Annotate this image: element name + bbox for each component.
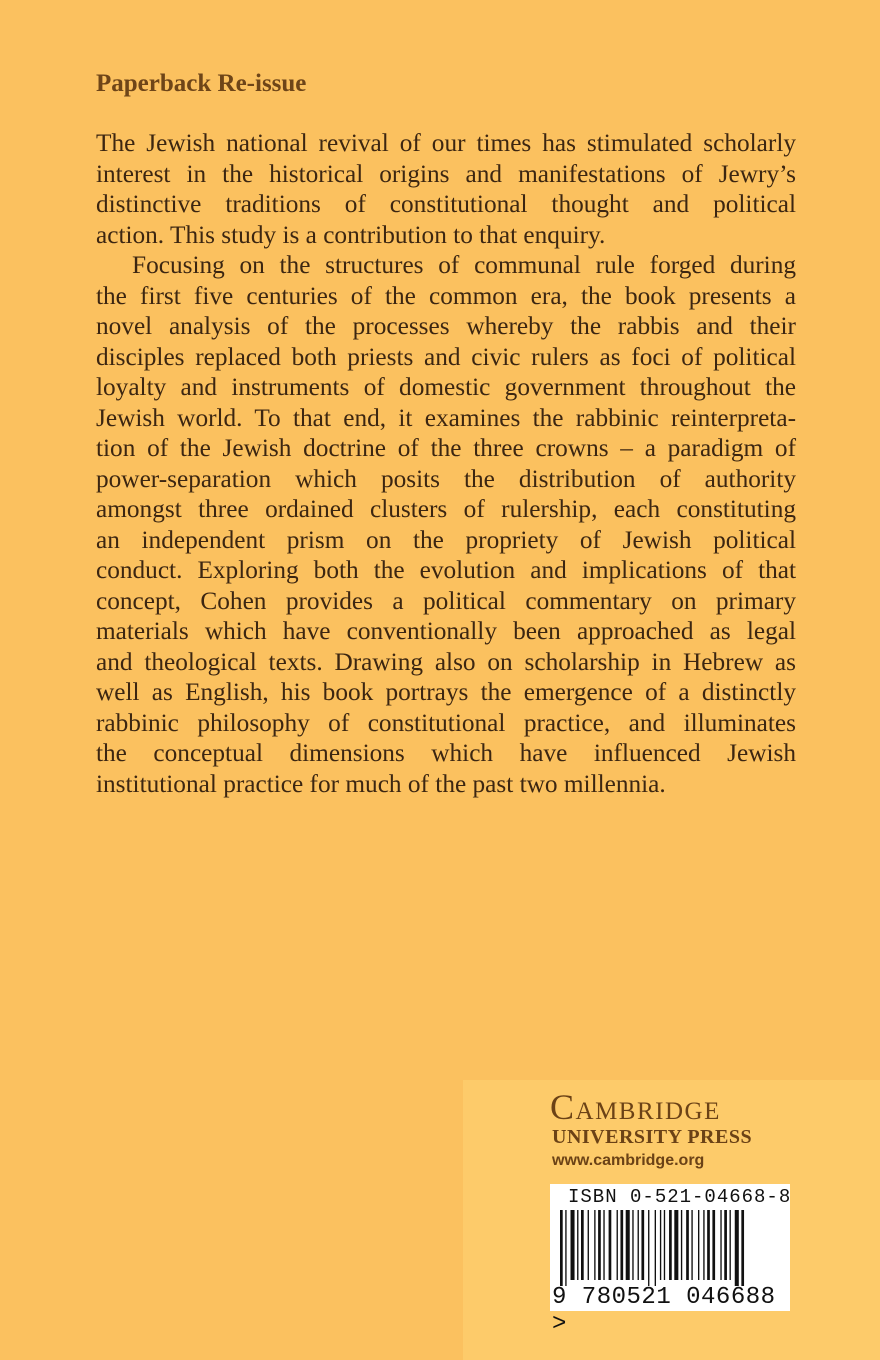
barcode-bar — [577, 1210, 578, 1280]
barcode-bar — [691, 1210, 692, 1280]
blurb-line: conduct. Exploring both the evolution and implications of that — [96, 556, 796, 584]
barcode-bar — [735, 1210, 739, 1286]
barcode-bar — [617, 1210, 618, 1280]
blurb-paragraph-1 — [96, 128, 796, 250]
blurb-line: materials which have conventionally been approached as legal — [96, 617, 796, 645]
ean-number: 9 780521 046688 > — [552, 1284, 776, 1338]
barcode-bar — [730, 1210, 731, 1280]
barcode-bar — [660, 1210, 661, 1280]
isbn-number: ISBN 0-521-04668-8 — [568, 1186, 792, 1208]
barcode-bar — [638, 1210, 639, 1280]
barcode-bar — [712, 1210, 715, 1280]
blurb-line: rabbinic philosophy of constitutional practice, and illuminates — [96, 708, 796, 737]
barcode-bar — [703, 1210, 704, 1280]
blurb-line: loyalty and instruments of domestic government throughout the — [96, 373, 796, 401]
barcode-bar — [565, 1210, 566, 1286]
barcode-bar — [648, 1210, 649, 1286]
barcode-bar — [698, 1210, 699, 1280]
barcode-bar — [620, 1210, 623, 1280]
blurb-line: amongst three ordained clusters of rulership, each constituting — [96, 495, 796, 523]
barcode-bar — [641, 1210, 644, 1280]
publisher-subtitle: UNIVERSITY PRESS — [552, 1126, 753, 1148]
barcode-bar — [669, 1210, 672, 1280]
blurb-line: institutional practice for much of the past two millennia. — [96, 769, 666, 798]
barcode-bar — [741, 1210, 744, 1286]
barcode-bar — [598, 1210, 601, 1280]
blurb-line: the conceptual dimensions which have influenced Jewish — [96, 739, 796, 767]
blurb-line: Jewish world. To that end, it examines the rabbinic reinterpreta- — [96, 403, 796, 432]
blurb-line: novel analysis of the processes whereby the rabbis and their — [96, 312, 796, 340]
barcode-bar — [681, 1210, 682, 1280]
barcode-bar — [581, 1210, 584, 1280]
barcode-icon — [560, 1210, 782, 1286]
barcode-bar — [724, 1210, 727, 1280]
section-heading: Paperback Re-issue — [96, 70, 307, 97]
barcode-bar — [632, 1210, 633, 1280]
barcode-bar — [664, 1210, 665, 1280]
blurb-line: well as English, his book portrays the emergence of a distinctly — [96, 678, 796, 706]
barcode-bar — [588, 1210, 589, 1280]
blurb-line: distinctive traditions of constitutional thought and political — [96, 190, 796, 218]
barcode-bar — [674, 1210, 678, 1280]
blurb-line: interest in the historical origins and manifestations of Jewry’s — [96, 159, 796, 188]
blurb-line: and theological texts. Drawing also on scholarship in Hebrew as — [96, 647, 796, 676]
blurb-line: action. This study is a contribution to that enquiry. — [96, 220, 606, 249]
blurb-line: tion of the Jewish doctrine of the three crowns – a paradigm of — [96, 434, 796, 462]
barcode-bar — [560, 1210, 563, 1286]
barcode-bar — [720, 1210, 721, 1280]
blurb-paragraph-2 — [96, 250, 796, 799]
book-blurb — [96, 128, 796, 799]
barcode-bar — [603, 1210, 604, 1280]
barcode-bar — [707, 1210, 710, 1280]
blurb-line: The Jewish national revival of our times has stimulated scholarly — [96, 129, 796, 157]
blurb-line: power-separation which posits the distribution of authority — [96, 464, 796, 493]
barcode-bar — [686, 1210, 689, 1280]
barcode-bar — [655, 1210, 656, 1286]
barcode-bar — [571, 1210, 575, 1280]
publisher-url: www.cambridge.org — [552, 1152, 705, 1169]
blurb-line: disciples replaced both priests and civic rulers as foci of political — [96, 342, 796, 371]
blurb-line: Focusing on the structures of communal rule forged during — [132, 251, 796, 279]
blurb-line: an independent prism on the propriety of Jewish political — [96, 525, 796, 554]
blurb-line: the first five centuries of the common era, the book presents a — [96, 281, 796, 310]
barcode-bar — [609, 1210, 612, 1280]
barcode-bar — [626, 1210, 630, 1280]
blurb-line: concept, Cohen provides a political commentary on primary — [96, 586, 796, 615]
barcode-bar — [594, 1210, 595, 1280]
publisher-logo: Cambridge — [550, 1087, 721, 1127]
